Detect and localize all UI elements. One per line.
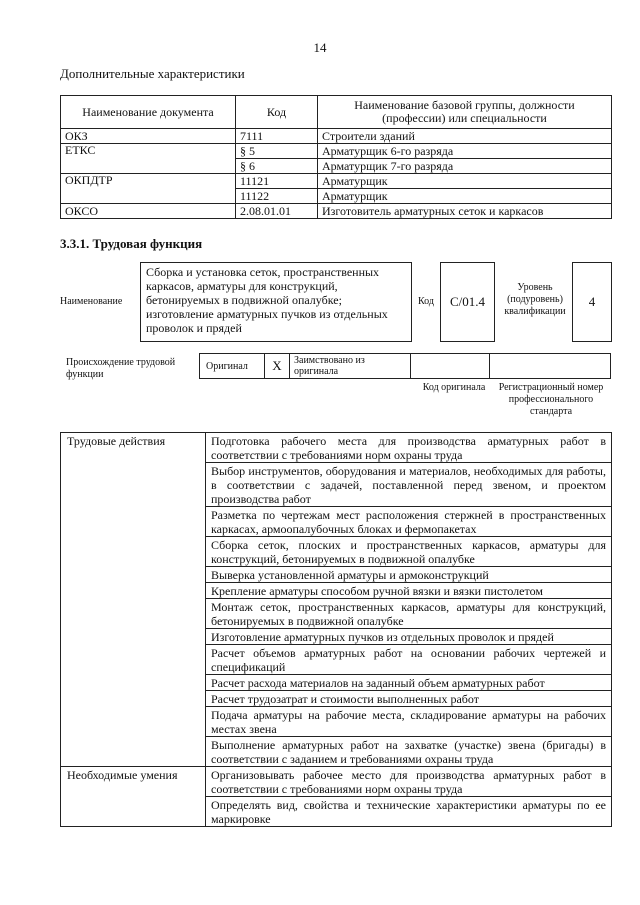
- labor-action-item: Расчет трудозатрат и стоимости выполненных работ: [206, 691, 612, 707]
- table-row: [61, 129, 612, 144]
- code-cell: 11121: [236, 174, 318, 189]
- document-cell: ОКПДТР: [61, 174, 236, 204]
- registration-number-caption: Регистрационный номер профессионального стандарта: [498, 382, 604, 417]
- labor-action-item: Подготовка рабочего места для производства арматурных работ в соответствии с требованиями норм охраны труда: [206, 433, 612, 463]
- origin-label: Происхождение трудовой функции: [66, 357, 176, 380]
- code-cell: § 5: [236, 144, 318, 159]
- code-original-caption: Код оригинала: [422, 382, 486, 393]
- original-mark: X: [264, 353, 290, 379]
- origin-box: [200, 353, 612, 379]
- labor-function-title: 3.3.1. Трудовая функция: [60, 236, 203, 251]
- registration-number-cell: [489, 353, 611, 379]
- group-name-cell: Строители зданий: [318, 129, 612, 144]
- labor-function-table: [60, 432, 612, 827]
- qualification-level-label: Уровень (подуровень) квалификации: [504, 282, 566, 317]
- code-cell: 11122: [236, 189, 318, 204]
- page-number: 14: [313, 40, 327, 55]
- labor-action-item: Выбор инструментов, оборудования и материалов, необходимых для работы, в соответствии с задачей, поставленной перед звеном, и проектом производства работ: [206, 463, 612, 507]
- table-row: [61, 767, 612, 797]
- labor-actions-label: Трудовые действия: [61, 433, 206, 767]
- additional-characteristics-title: Дополнительные характеристики: [60, 66, 245, 81]
- header-document-name: Наименование документа: [61, 96, 236, 129]
- additional-characteristics-table: [60, 95, 612, 219]
- table-row: [61, 433, 612, 463]
- header-code: Код: [236, 96, 318, 129]
- labor-action-item: Монтаж сеток, пространственных каркасов, арматуры для конструкций, бетонируемых в подвижной опалубке: [206, 599, 612, 629]
- labor-action-item: Расчет расхода материалов на заданный объем арматурных работ: [206, 675, 612, 691]
- required-skill-item: Организовывать рабочее место для производства арматурных работ в соответствии с требованиями норм охраны труда: [206, 767, 612, 797]
- labor-action-item: Сборка сеток, плоских и пространственных каркасов, арматуры для конструкций, бетонируемых в подвижной опалубке: [206, 537, 612, 567]
- name-label: Наименование: [60, 296, 123, 307]
- group-name-cell: Арматурщик 7-го разряда: [318, 159, 612, 174]
- original-label: Оригинал: [199, 353, 265, 379]
- document-cell: ОКСО: [61, 204, 236, 219]
- table-row: [61, 174, 612, 189]
- group-name-cell: Арматурщик: [318, 189, 612, 204]
- labor-action-item: Выверка установленной арматуры и армоконструкций: [206, 567, 612, 583]
- qualification-level-box: 4: [572, 262, 612, 342]
- group-name-cell: Арматурщик: [318, 174, 612, 189]
- required-skill-item: Определять вид, свойства и технические характеристики арматуры по ее маркировке: [206, 797, 612, 827]
- code-label: Код: [418, 296, 434, 307]
- borrowed-label: Заимствовано из оригинала: [289, 353, 411, 379]
- code-cell: 7111: [236, 129, 318, 144]
- labor-action-item: Разметка по чертежам мест расположения стержней в пространственных каркасах, армоопалубочных блоках и фермопакетах: [206, 507, 612, 537]
- group-name-cell: Арматурщик 6-го разряда: [318, 144, 612, 159]
- group-name-cell: Изготовитель арматурных сеток и каркасов: [318, 204, 612, 219]
- code-cell: 2.08.01.01: [236, 204, 318, 219]
- code-cell: § 6: [236, 159, 318, 174]
- header-group-name: Наименование базовой группы, должности (профессии) или специальности: [318, 96, 612, 129]
- labor-action-item: Выполнение арматурных работ на захватке (участке) звена (бригады) в соответствии с заданием и требованиями охраны труда: [206, 737, 612, 767]
- function-name-box: Сборка и установка сеток, пространственных каркасов, арматуры для конструкций, бетонируемых в подвижной опалубке; изготовление арматурных пучков из отдельных проволок и прядей: [140, 262, 412, 342]
- document-cell: ЕТКС: [61, 144, 236, 174]
- labor-action-item: Изготовление арматурных пучков из отдельных проволок и прядей: [206, 629, 612, 645]
- document-cell: ОКЗ: [61, 129, 236, 144]
- function-code-box: С/01.4: [440, 262, 495, 342]
- labor-action-item: Крепление арматуры способом ручной вязки и вязки пистолетом: [206, 583, 612, 599]
- table-row: [61, 204, 612, 219]
- table-header-row: [61, 96, 612, 129]
- labor-action-item: Подача арматуры на рабочие места, складирование арматуры на рабочих местах звена: [206, 707, 612, 737]
- required-skills-label: Необходимые умения: [61, 767, 206, 827]
- code-original-cell: [410, 353, 490, 379]
- table-row: [61, 144, 612, 159]
- labor-action-item: Расчет объемов арматурных работ на основании рабочих чертежей и спецификаций: [206, 645, 612, 675]
